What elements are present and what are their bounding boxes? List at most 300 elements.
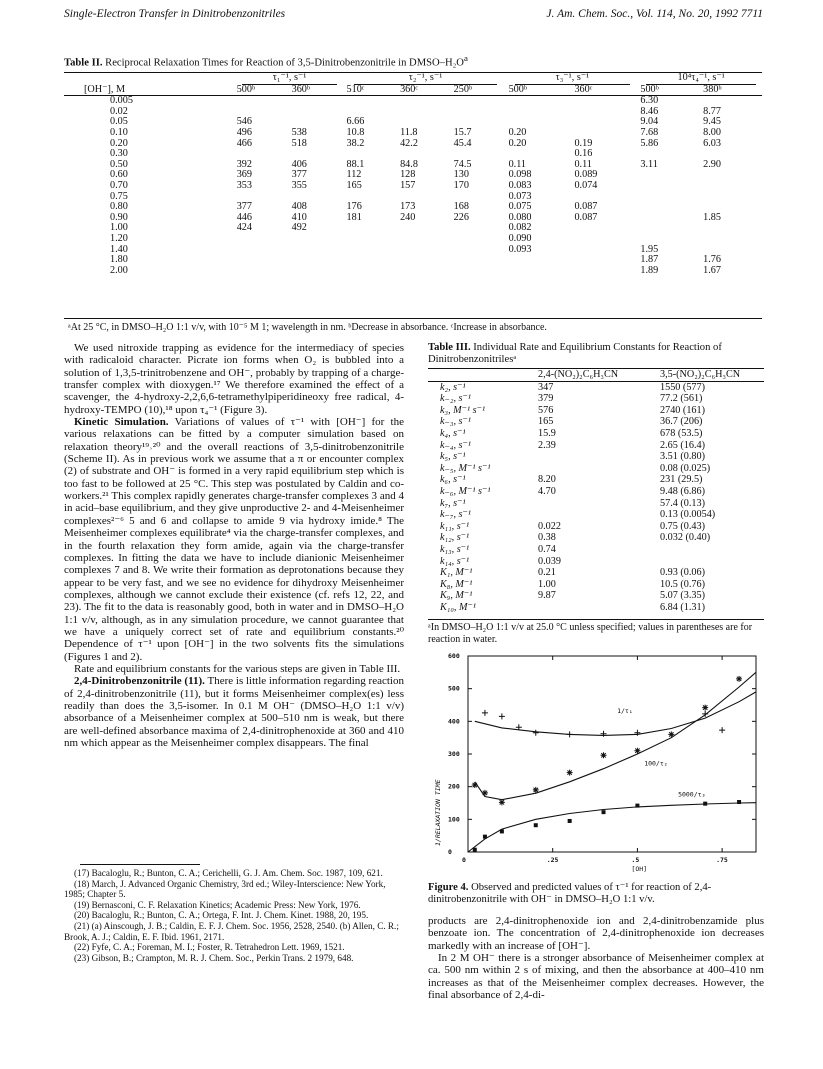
table2-cell: 1.76 bbox=[703, 254, 721, 266]
table3-cell bbox=[536, 463, 658, 475]
data-point-tau3 bbox=[568, 819, 572, 823]
table3-row-label: k₁₁, s⁻¹ bbox=[440, 520, 470, 532]
table2-cell bbox=[450, 96, 505, 107]
dinitrobenzonitrile-text: There is little information regarding reaction of 2,4-dinitrobenzonitrile (11), but it forms Meisenheimer complex(es) less readily than does the 3,5-isomer. In 0.1 M OH⁻ (DMSO–H₂O 1:1 v/v) absorbance of a Meisenheimer complex at 500–510 nm is weak, but there are well-defined absorbance maxima of 2,4-dinitrophenoxide at 360 and 410 nm which appear as the Meisenheimer complex disappears. The final bbox=[64, 675, 404, 749]
table3-caption bbox=[428, 342, 764, 366]
table3-cell: 0.75 (0.43) bbox=[660, 520, 705, 532]
table2-cell bbox=[396, 96, 450, 107]
table2-cell bbox=[343, 255, 397, 266]
table2-cell bbox=[396, 223, 450, 234]
figure4-caption-label: Figure 4. bbox=[428, 882, 469, 893]
table2-cell bbox=[343, 234, 397, 245]
table2-row-label: 0.90 bbox=[110, 211, 128, 223]
table3-row-label: k₁₄, s⁻¹ bbox=[440, 555, 470, 567]
table2-column-header: 360ᶜ bbox=[574, 83, 593, 95]
data-point-tau3 bbox=[703, 802, 707, 806]
table2-cell bbox=[450, 266, 505, 277]
table2-cell bbox=[396, 266, 450, 277]
data-point-tau2 bbox=[482, 790, 488, 796]
table3-row-label: K₁, M⁻¹ bbox=[440, 567, 473, 579]
reference-item: (19) Bernasconi, C. F. Relaxation Kinetics; Academic Press: New York, 1976. bbox=[74, 899, 361, 910]
table2-cell: 0.19 bbox=[574, 137, 593, 149]
table2-cell: 446 bbox=[236, 211, 252, 223]
table3-cell: 2740 (161) bbox=[660, 404, 705, 416]
table2-cell bbox=[570, 234, 636, 245]
table2-cell: 6.03 bbox=[703, 137, 721, 149]
table2-cell bbox=[636, 223, 699, 234]
table-row bbox=[428, 405, 764, 417]
table2-cell: 492 bbox=[291, 222, 307, 234]
reference-item: (23) Gibson, B.; Crampton, M. R. J. Chem. Soc., Perkin Trans. 2 1979, 648. bbox=[74, 952, 354, 963]
paragraph bbox=[64, 416, 404, 663]
table3-row-label: k₁₃, s⁻¹ bbox=[440, 543, 470, 555]
table2-row-label: 0.05 bbox=[110, 116, 128, 128]
table2-cell bbox=[450, 245, 505, 256]
table3-row-label: k₄, s⁻¹ bbox=[440, 427, 466, 439]
table3-cell: 0.08 (0.025) bbox=[660, 462, 711, 474]
right-column bbox=[428, 915, 764, 1001]
table2-group-tau2: τ₂⁻¹, s⁻¹ bbox=[354, 73, 496, 85]
data-point-tau2 bbox=[601, 752, 607, 758]
table2-cell: 353 bbox=[236, 179, 252, 191]
table3-cell: 379 bbox=[538, 393, 554, 405]
series-curve bbox=[468, 803, 756, 852]
table3-cell: 10.5 (0.76) bbox=[660, 578, 705, 590]
data-point-tau3 bbox=[483, 835, 487, 839]
series-curve bbox=[475, 672, 756, 799]
table2-cell: 377 bbox=[236, 201, 252, 213]
table2-cell bbox=[450, 223, 505, 234]
table3-cell: 8.20 bbox=[538, 474, 556, 486]
table3-col-35: 3,5-(NO₂)₂C₆H₃CN bbox=[660, 369, 741, 380]
table3-cell bbox=[658, 556, 764, 568]
data-point-tau1 bbox=[567, 731, 573, 737]
data-point-tau2 bbox=[634, 748, 640, 754]
table2-cell: 8.77 bbox=[703, 105, 721, 117]
table2-body bbox=[64, 96, 762, 277]
x-tick-label: .25 bbox=[546, 856, 559, 864]
x-tick-label: 0 bbox=[462, 856, 466, 864]
table2-cell: 0.082 bbox=[508, 222, 532, 234]
figure4-caption bbox=[428, 882, 764, 906]
data-point-tau2 bbox=[533, 787, 539, 793]
table2-cell bbox=[450, 255, 505, 266]
table2-cell bbox=[636, 181, 699, 192]
table2-cell bbox=[233, 245, 288, 256]
table2-cell: 226 bbox=[453, 211, 469, 223]
table2-cell bbox=[505, 255, 571, 266]
table2-cell: 0.073 bbox=[508, 190, 532, 202]
table2-row-label: 1.00 bbox=[110, 222, 128, 234]
table2-cell bbox=[570, 96, 636, 107]
table2-group-tau3: τ₃⁻¹, s⁻¹ bbox=[515, 73, 630, 85]
table3-cell: 3.51 (0.80) bbox=[660, 451, 705, 463]
table3-row-label: k₋₃, s⁻¹ bbox=[440, 416, 471, 428]
table-row bbox=[64, 181, 762, 192]
table2-cell: 406 bbox=[291, 158, 307, 170]
table2-row-label: 1.40 bbox=[110, 243, 128, 255]
table2-cell bbox=[636, 170, 699, 181]
table3-caption-text: Individual Rate and Equilibrium Constants for Reaction of Dinitrobenzonitrilesᵃ bbox=[428, 342, 722, 365]
table2-row-label: 1.20 bbox=[110, 232, 128, 244]
table-row bbox=[428, 451, 764, 463]
table2-cell bbox=[288, 96, 343, 107]
table3-cell: 678 (53.5) bbox=[660, 427, 703, 439]
table2-cell: 0.080 bbox=[508, 211, 532, 223]
table2-cell bbox=[288, 234, 343, 245]
table3-cell: 0.93 (0.06) bbox=[660, 567, 705, 579]
figure4-labels bbox=[617, 707, 705, 798]
y-tick-label: 300 bbox=[448, 750, 460, 758]
table2-caption-mark: a bbox=[463, 53, 468, 63]
paragraph: We used nitroxide trapping as evidence for the intermediacy of species with radicaloid character. Picrate ion forms when O₂ is bubbled into a solution of 1,3,5-trinitrobenzene and OH⁻, probably by trapping of a charge-transfer complex with dioxygen.¹⁷ We therefore examined the effect of a scavenger, the 4-hydroxy-2,2,6,6-tetramethylpiperidineoxy free radical, 4-hydroxy-TEMPO (10),¹⁸ upon τ₄⁻¹ (Figure 3). bbox=[64, 342, 404, 416]
paragraph bbox=[64, 675, 404, 749]
table2-cell: 0.083 bbox=[508, 179, 532, 191]
table2-row-label: 0.10 bbox=[110, 126, 128, 138]
table2-cell: 0.11 bbox=[508, 158, 527, 170]
table2-cell bbox=[233, 255, 288, 266]
table2-cell: 410 bbox=[291, 211, 307, 223]
table2-cell: 15.7 bbox=[453, 126, 472, 138]
table3-row-label: k₁₂, s⁻¹ bbox=[440, 532, 470, 544]
table2-cell: 0.16 bbox=[574, 148, 593, 160]
table3-row-label: K₈, M⁻¹ bbox=[440, 578, 473, 590]
table3-cell: 0.21 bbox=[538, 567, 556, 579]
table2-cell: 173 bbox=[400, 201, 416, 213]
table3-cell: 0.74 bbox=[538, 543, 556, 555]
running-header-left: Single-Electron Transfer in Dinitrobenzonitriles bbox=[64, 8, 286, 20]
reference-item: (21) (a) Ainscough, J. B.; Caldin, E. F. J. Chem. Soc. 1956, 2528, 2540. (b) Allen, C. R.; Brook, A. J.; Caldin, E. F. Ibid. 1961, 2171. bbox=[64, 920, 399, 942]
table-row bbox=[428, 521, 764, 533]
table2-cell: 6.66 bbox=[346, 116, 365, 128]
table2-cell: 128 bbox=[400, 169, 416, 181]
table-row bbox=[64, 223, 762, 234]
paragraph: In 2 M OH⁻ there is a stronger absorbance of Meisenheimer complex at ca. 500 nm within 2 s of mixing, and then the absorbance at 400–410 nm increases as that of the Meisenheimer complex decreases. However, the final absorbance of 2,4-di- bbox=[428, 952, 764, 1002]
table2-row-label: 0.20 bbox=[110, 137, 128, 149]
table2-cell: 1.87 bbox=[640, 254, 659, 266]
table2-cell bbox=[396, 245, 450, 256]
table2-cell bbox=[505, 266, 571, 277]
table2-cell bbox=[233, 234, 288, 245]
table2-row-label: 0.02 bbox=[110, 105, 128, 117]
table2-row-label: 0.50 bbox=[110, 158, 128, 170]
table3-cell bbox=[536, 498, 658, 510]
table2-cell: 3.11 bbox=[640, 158, 658, 170]
table2-cell: 355 bbox=[291, 179, 307, 191]
table2-cell bbox=[233, 266, 288, 277]
figure4-caption-text: Observed and predicted values of τ⁻¹ for reaction of 2,4-dinitrobenzonitrile with OH⁻ in DMSO–H₂O 1:1 v/v. bbox=[428, 882, 712, 905]
table3-body bbox=[428, 381, 764, 613]
table2-cell: 1.95 bbox=[640, 243, 659, 255]
table2-cell bbox=[288, 266, 343, 277]
table2-cell: 7.68 bbox=[640, 126, 659, 138]
table3-row-label: k₋₄, s⁻¹ bbox=[440, 439, 471, 451]
table2-cell bbox=[450, 107, 505, 118]
table2-cell: 6.30 bbox=[640, 95, 659, 107]
table2-cell: 408 bbox=[291, 201, 307, 213]
table2-cell bbox=[570, 255, 636, 266]
table-row bbox=[428, 381, 764, 393]
table2-cell: 2.90 bbox=[703, 158, 721, 170]
table3-cell: 1550 (577) bbox=[660, 381, 705, 393]
reference-item: (17) Bacaloglu, R.; Bunton, C. A.; Cerichelli, G. J. Am. Chem. Soc. 1987, 109, 621. bbox=[74, 868, 383, 878]
table3-footnote: ᵃIn DMSO–H₂O 1:1 v/v at 25.0 °C unless specified; values in parentheses are for reaction in water. bbox=[428, 622, 753, 645]
table3-bottom-rule bbox=[428, 619, 764, 620]
table2-cell: 8.00 bbox=[703, 126, 721, 138]
table2-cell bbox=[636, 192, 699, 203]
table-row bbox=[428, 428, 764, 440]
table2-cell bbox=[570, 223, 636, 234]
reference-item: (18) March, J. Advanced Organic Chemistry, 3rd ed.; Wiley-Interscience: New York, 1985; Chapter 5. bbox=[64, 878, 386, 900]
data-point-tau3 bbox=[737, 800, 741, 804]
table2-cell: 0.087 bbox=[574, 201, 598, 213]
table2-cell: 45.4 bbox=[453, 137, 472, 149]
table2-cell bbox=[570, 266, 636, 277]
table2-cell bbox=[636, 234, 699, 245]
plot-frame bbox=[468, 656, 756, 852]
table2-cell: 0.074 bbox=[574, 179, 598, 191]
table2-cell: 0.089 bbox=[574, 169, 598, 181]
table3-cell: 347 bbox=[538, 381, 554, 393]
running-header-right: J. Am. Chem. Soc., Vol. 114, No. 20, 1992 7711 bbox=[546, 8, 763, 20]
table-row bbox=[428, 474, 764, 486]
table3-row-label: k₋₂, s⁻¹ bbox=[440, 393, 471, 405]
table-row bbox=[428, 532, 764, 544]
table2-cell bbox=[343, 223, 397, 234]
table2-cell: 5.86 bbox=[640, 137, 659, 149]
table3-row-label: k₃, M⁻¹ s⁻¹ bbox=[440, 404, 486, 416]
data-point-tau3 bbox=[602, 810, 606, 814]
table2-row-label: 0.70 bbox=[110, 179, 128, 191]
table-row bbox=[428, 567, 764, 579]
data-point-tau1 bbox=[719, 727, 725, 733]
series-label-tau3: 5000/τ₃ bbox=[678, 790, 706, 799]
table3-cell: 77.2 (561) bbox=[660, 393, 703, 405]
table2-row-label: 1.80 bbox=[110, 254, 128, 266]
data-point-tau2 bbox=[499, 799, 505, 805]
series-label-tau2: 100/τ₂ bbox=[644, 759, 668, 768]
table3-cell: 57.4 (0.13) bbox=[660, 497, 705, 509]
table3-cell: 0.022 bbox=[538, 520, 561, 532]
table2-cell bbox=[233, 96, 288, 107]
table-row bbox=[428, 416, 764, 428]
table3-cell: 576 bbox=[538, 404, 554, 416]
table2-cell: 10.8 bbox=[346, 126, 365, 138]
table2-cell: 0.20 bbox=[508, 126, 527, 138]
table2-cell: 74.5 bbox=[453, 158, 472, 170]
table2-cell bbox=[699, 192, 762, 203]
figure4-curves bbox=[468, 672, 756, 852]
table3-row-label: k₂, s⁻¹ bbox=[440, 381, 466, 393]
table3-cell: 9.48 (6.86) bbox=[660, 485, 705, 497]
series-curve bbox=[475, 692, 756, 736]
y-tick-label: 0 bbox=[448, 848, 452, 856]
table2-cell: 42.2 bbox=[400, 137, 418, 149]
table3 bbox=[428, 368, 764, 613]
table-row bbox=[428, 556, 764, 568]
table2-column-header: 510ᶜ bbox=[346, 83, 365, 95]
reference-item: (22) Fyfe, C. A.; Foreman, M. I.; Foster, R. Tetrahedron Lett. 1969, 1521. bbox=[74, 942, 345, 953]
table2-cell bbox=[570, 245, 636, 256]
table2-cell: 170 bbox=[453, 179, 469, 191]
table2 bbox=[64, 72, 762, 276]
table3-cell bbox=[658, 544, 764, 556]
table3-cell: 2.39 bbox=[538, 439, 556, 451]
table2-cell: 1.85 bbox=[703, 211, 721, 223]
table2-column-header: 380ᵇ bbox=[703, 83, 722, 95]
data-point-tau3 bbox=[473, 848, 477, 852]
table-row bbox=[428, 509, 764, 521]
table3-cell bbox=[536, 509, 658, 521]
table2-cell: 0.087 bbox=[574, 211, 598, 223]
table2-cell bbox=[396, 255, 450, 266]
table2-row-label: 0.80 bbox=[110, 201, 128, 213]
table2-cell bbox=[570, 128, 636, 139]
data-point-tau3 bbox=[500, 829, 504, 833]
table-row bbox=[64, 128, 762, 139]
table2-footnote: ᵃAt 25 °C, in DMSO–H₂O 1:1 v/v, with 10⁻⁵ M 1; wavelength in nm. ᵇDecrease in absorbance. ᶜIncrease in absorbance. bbox=[68, 322, 547, 333]
table2-cell: 546 bbox=[236, 116, 252, 128]
table3-row-label: K₉, M⁻¹ bbox=[440, 590, 473, 602]
table2-bottom-rule bbox=[64, 318, 762, 319]
table-row bbox=[64, 234, 762, 245]
table2-column-header: 360ᵇ bbox=[291, 83, 311, 95]
paragraph: products are 2,4-dinitrophenoxide ion and 2,4-dinitrobenzamide plus benzoate ion. The concentration of 2,4-dinitrophenoxide ion decreases markedly with an increase of [OH⁻]. bbox=[428, 915, 764, 952]
y-axis-label: 1/RELAXATION TIME bbox=[434, 779, 442, 846]
table2-row-label: 2.00 bbox=[110, 264, 128, 276]
table3-cell: 0.38 bbox=[538, 532, 556, 544]
table2-group-tau4: 10⁴τ₄⁻¹, s⁻¹ bbox=[646, 73, 755, 85]
table2-cell: 0.098 bbox=[508, 169, 532, 181]
table3-cell bbox=[536, 602, 658, 614]
y-tick-label: 600 bbox=[448, 652, 460, 660]
table2-cell: 0.090 bbox=[508, 232, 532, 244]
data-point-tau2 bbox=[736, 676, 742, 682]
table2-caption bbox=[64, 52, 468, 70]
references-rule bbox=[80, 864, 200, 865]
kinetic-simulation-text: Variations of values of τ⁻¹ with [OH⁻] for the various relaxations can be fitted by a computer simulation based on relaxation theory¹⁹˒²⁰ and the overall reactions of 3,5-dinitrobenzonitrile (Scheme II). As in previous work we assume that a π or encounter complex (2) of substrate and OH⁻ is formed in a very rapid equilibrium step which is too fast to be followed at 25 °C. This step was postulated by Caldin and co-workers.²¹ This complex rapidly generates charge-transfer complexes 3 and 4 in acid–base equilibrium, and they give unproductive 2- and 4-Meisenheimer complexes²⁻⁶ 5 and 6 and collapse to amide 9 via hydroxy imide.⁸ The Meisenheimer complexes equilibrate⁴ via the charge-transfer complexes, and in the fourth relaxation they form amide, again via the charge-transfer complexes. In fitting the data we have to include dianionic Meisenheimer complexes 7 and 8. We write their formation as deprotonations because they appear to be very fast, and we see no evidence for dihydroxy Meisenheimer complexes, although we cannot exclude their existence (cf. refs 12, 22, and 23). The fit to the data is reasonably good, both in water and in DMSO–H₂O 1:1 v/v, although, as in any simulation procedure, we cannot guarantee that we have a uniquely correct set of rate and equilibrium constants.²⁰ Dependence of τ⁻¹ upon [OH⁻] in the two solvents fits the simulations (Figures 1 and 2). bbox=[64, 416, 404, 663]
table2-cell bbox=[450, 234, 505, 245]
data-point-tau1 bbox=[533, 730, 539, 736]
table3-cell: 165 bbox=[538, 416, 554, 428]
table3-row-label: K₁₀, M⁻¹ bbox=[440, 601, 476, 613]
table2-cell: 8.46 bbox=[640, 105, 659, 117]
table2-cell bbox=[343, 96, 397, 107]
dinitrobenzonitrile-heading: 2,4-Dinitrobenzonitrile (11). bbox=[74, 675, 205, 688]
table2-cell bbox=[699, 181, 762, 192]
table3-row-label: k₋₆, M⁻¹ s⁻¹ bbox=[440, 485, 491, 497]
table2-cell: 38.2 bbox=[346, 137, 365, 149]
table2-cell bbox=[396, 107, 450, 118]
figure4-axes bbox=[434, 652, 756, 873]
data-point-tau2 bbox=[702, 705, 708, 711]
table3-cell: 4.70 bbox=[538, 485, 556, 497]
table2-cell: 466 bbox=[236, 137, 252, 149]
table2-row-label: 0.30 bbox=[110, 148, 128, 160]
table3-col-24: 2,4-(NO₂)₂C₆H₃CN bbox=[538, 369, 619, 380]
table-row bbox=[64, 266, 762, 277]
table2-caption-text: Reciprocal Relaxation Times for Reaction of 3,5-Dinitrobenzonitrile in DMSO–H₂O bbox=[105, 57, 464, 69]
table3-cell: 0.032 (0.40) bbox=[660, 532, 711, 544]
table3-cell bbox=[536, 451, 658, 463]
table2-cell: 392 bbox=[236, 158, 252, 170]
table2-cell: 0.093 bbox=[508, 243, 532, 255]
table2-cell bbox=[699, 170, 762, 181]
table2-cell: 377 bbox=[291, 169, 307, 181]
table2-cell: 168 bbox=[453, 201, 469, 213]
series-label-tau1: 1/τ₁ bbox=[617, 707, 633, 716]
table-row bbox=[428, 393, 764, 405]
table2-cell: 112 bbox=[346, 169, 362, 181]
table2-cell: 0.11 bbox=[574, 158, 592, 170]
table2-group-tau1: τ₁⁻¹, s⁻¹ bbox=[242, 73, 337, 85]
table-row bbox=[428, 544, 764, 556]
table2-cell: 518 bbox=[291, 137, 307, 149]
kinetic-simulation-heading: Kinetic Simulation. bbox=[74, 416, 169, 429]
table2-cell: 240 bbox=[400, 211, 416, 223]
table-row bbox=[428, 579, 764, 591]
x-axis-label: [OH] bbox=[631, 865, 648, 873]
table2-cell bbox=[699, 223, 762, 234]
data-point-tau2 bbox=[668, 731, 674, 737]
table2-cell: 11.8 bbox=[400, 126, 418, 138]
table2-cell bbox=[636, 213, 699, 224]
table-row bbox=[64, 139, 762, 150]
table2-row-label: 0.60 bbox=[110, 169, 128, 181]
table3-cell: 231 (29.5) bbox=[660, 474, 703, 486]
table3-cell: 9.87 bbox=[538, 590, 556, 602]
data-point-tau2 bbox=[567, 770, 573, 776]
data-point-tau3 bbox=[534, 823, 538, 827]
table2-cell: 0.075 bbox=[508, 201, 532, 213]
table3-cell: 0.039 bbox=[538, 555, 561, 567]
table2-cell: 157 bbox=[400, 179, 416, 191]
figure4-chart bbox=[428, 648, 764, 876]
table2-column-header: 250ᵇ bbox=[453, 83, 473, 95]
table2-column-header: 500ᵇ bbox=[640, 83, 659, 95]
table-row bbox=[64, 213, 762, 224]
data-point-tau3 bbox=[635, 804, 639, 808]
table2-column-header: 500ᵇ bbox=[236, 83, 256, 95]
table2-row-label: 0.005 bbox=[110, 95, 133, 107]
table2-cell: 181 bbox=[346, 211, 362, 223]
left-column bbox=[64, 342, 404, 749]
table3-cell: 6.84 (1.31) bbox=[660, 601, 705, 613]
table2-cell: 369 bbox=[236, 169, 252, 181]
table2-cell: 424 bbox=[236, 222, 252, 234]
y-tick-label: 500 bbox=[448, 684, 460, 693]
table2-column-header: 500ᵇ bbox=[508, 83, 527, 95]
table2-cell: 0.20 bbox=[508, 137, 527, 149]
table2-cell bbox=[570, 107, 636, 118]
table2-cell: 9.04 bbox=[640, 116, 659, 128]
table2-cell bbox=[636, 202, 699, 213]
table3-cell: 0.13 (0.0054) bbox=[660, 509, 716, 521]
table3-cell: 5.07 (3.35) bbox=[660, 590, 705, 602]
table2-cell: 88.1 bbox=[346, 158, 365, 170]
table2-cell: 9.45 bbox=[703, 116, 721, 128]
table-row bbox=[428, 463, 764, 475]
table3-caption-label: Table III. bbox=[428, 342, 471, 353]
references bbox=[64, 868, 404, 963]
table2-cell bbox=[343, 266, 397, 277]
table2-cell: 496 bbox=[236, 126, 252, 138]
reference-item: (20) Bacaloglu, R.; Bunton, C. A.; Ortega, F. Int. J. Chem. Kinet. 1988, 20, 195. bbox=[74, 910, 369, 921]
table2-cell bbox=[288, 255, 343, 266]
table2-cell: 165 bbox=[346, 179, 362, 191]
table-row bbox=[428, 498, 764, 510]
x-tick-label: .5 bbox=[631, 856, 640, 864]
